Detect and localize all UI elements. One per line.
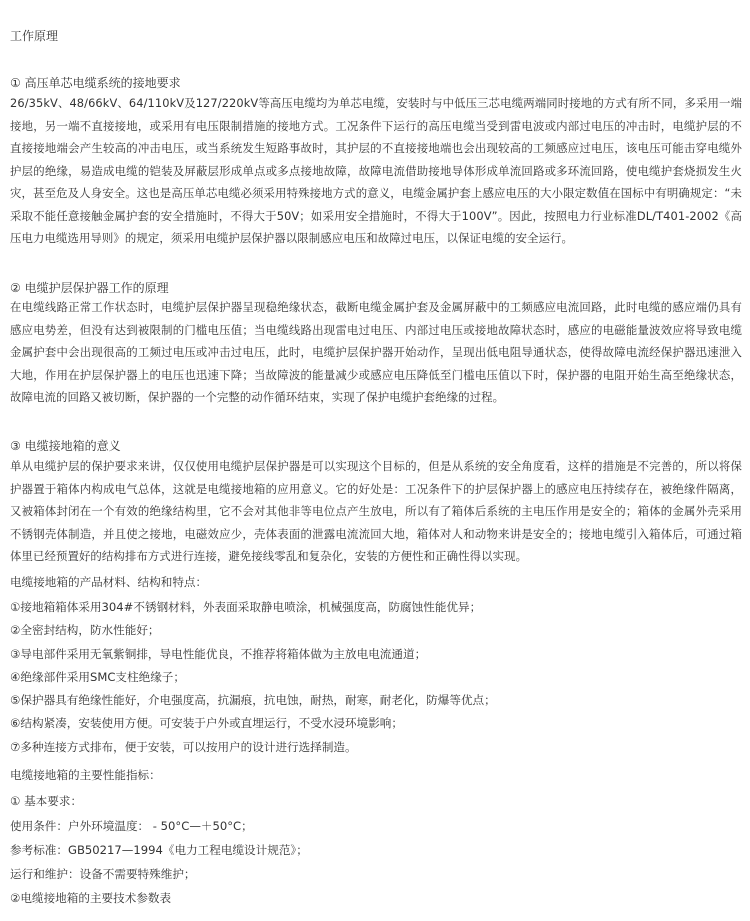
section-2-heading: ② 电缆护层保护器工作的原理 <box>10 281 169 295</box>
use-condition: 使用条件：户外环境温度： - 50°C—＋50°C； <box>10 819 253 833</box>
features-title: 电缆接地箱的产品材料、结构和特点： <box>10 575 208 589</box>
tech-params-heading: ②电缆接地箱的主要技术参数表 <box>10 891 172 905</box>
list-item: ①接地箱箱体采用304#不锈钢材料，外表面采取静电喷涂，机械强度高，防腐蚀性能优异； <box>10 600 482 614</box>
section-1-body: 26/35kV、48/66kV、64/110kV及127/220kV等高压电缆均为单芯电缆，安装时与中低压三芯电缆两端同时接地的方式有所不同，多采用一端接地，另一端不直接接地，或采用有电压限制措施的接地方式。工况条件下运行的高压电缆当受到雷电波或内部过电压的冲击时，电缆护层的不直接接地端会产生较高的冲击电压，或当系统发生短路事故时，其护层的不直接接地端也会出现较高的工频感应过电压，该电压可能击穿电缆外护层的绝缘，易造成电缆的铠装及屏蔽层形成单点或多点接地故障，故障电流借助接地导体形成单流回路或多环流回路，使电缆护套烧损发生火灾，甚至危及人身安全。这也是高压单芯电缆必须采用特殊接地方式的意义，电缆金属护套上感应电压的大小限定数值在国标中有明确规定：“未采取不能任意接触金属护套的安全措施时，不得大于50V；如采用安全措施时，不得大于100V”。因此，按照电力行业标准DL/T401-2002《高压电力电缆选用导则》的规定，须采用电缆护层保护器以限制感应电压和故障过电压，以保证电缆的安全运行。 <box>10 96 742 245</box>
specs-title: 电缆接地箱的主要性能指标： <box>10 768 161 782</box>
reference-standard: 参考标准：GB50217—1994《电力工程电缆设计规范》； <box>10 843 308 857</box>
section-1-heading: ① 高压单芯电缆系统的接地要求 <box>10 76 181 90</box>
list-item: ⑦多种连接方式排布，便于安装，可以按用户的设计进行选择制造。 <box>10 739 357 754</box>
basic-requirements-heading: ① 基本要求： <box>10 794 83 808</box>
section-3-body: 单从电缆护层的保护要求来讲，仅仅使用电缆护层保护器是可以实现这个目标的，但是从系统的安全角度看，这样的措施是不完善的，所以将保护器置于箱体内构成电气总体，这就是电缆接地箱的应用意义。它的好处是：工况条件下的护层保护器上的感应电压持续存在，被绝缘件隔离，又被箱体封闭在一个有效的绝缘结构里，它不会对其他非等电位点产生放电，所以有了箱体后系统的主电压作用是安全的；箱体的金属外壳采用不锈钢壳体制造，并且使之接地，电磁效应少，壳体表面的泄露电流流回大地，箱体对人和动物来讲是安全的；接地电缆引入箱体后，可通过箱体里已经预置好的结构排布方式进行连接，避免接线零乱和复杂化，安装的方便性和正确性得以实现。 <box>10 459 742 563</box>
features-list <box>10 596 742 759</box>
maintenance-note: 运行和维护：设备不需要特殊维护； <box>10 867 196 881</box>
page-title: 工作原理 <box>10 29 59 43</box>
section-3-heading: ③ 电缆接地箱的意义 <box>10 439 121 453</box>
list-item: ⑥结构紧凑，安装使用方便。可安装于户外或直埋运行，不受水浸环境影响； <box>10 716 403 731</box>
list-item: ⑤保护器具有绝缘性能好，介电强度高，抗漏痕，抗电蚀，耐热，耐寒，耐老化，防爆等优点； <box>10 693 496 708</box>
section-2-body: 在电缆线路正常工作状态时，电缆护层保护器呈现稳绝缘状态，截断电缆金属护套及金属屏蔽中的工频感应电流回路，此时电缆的感应端仍具有感应电势差，但没有达到被限制的门槛电压值；当电缆线路出现雷电过电压、内部过电压或接地故障状态时，感应的电磁能量波效应将导致电缆金属护套中会出现很高的工频过电压或冲击过电压，此时，电缆护层保护器开始动作，呈现出低电阻导通状态，使得故障电流经保护器迅速泄入大地，作用在护层保护器上的电压也迅速下降；当故障波的能量减少或感应电压降低至门槛电压值以下时，保护器的电阻开始生高至绝缘状态，故障电流的回路又被切断，保护器的一个完整的动作循环结束，实现了保护电缆护套绝缘的过程。 <box>10 300 742 404</box>
list-item: ③导电部件采用无氧紫铜排，导电性能优良，不推荐将箱体做为主放电电流通道； <box>10 646 427 661</box>
list-item: ②全密封结构，防水性能好； <box>10 623 160 638</box>
list-item: ④绝缘部件采用SMC支柱绝缘子； <box>10 669 185 684</box>
